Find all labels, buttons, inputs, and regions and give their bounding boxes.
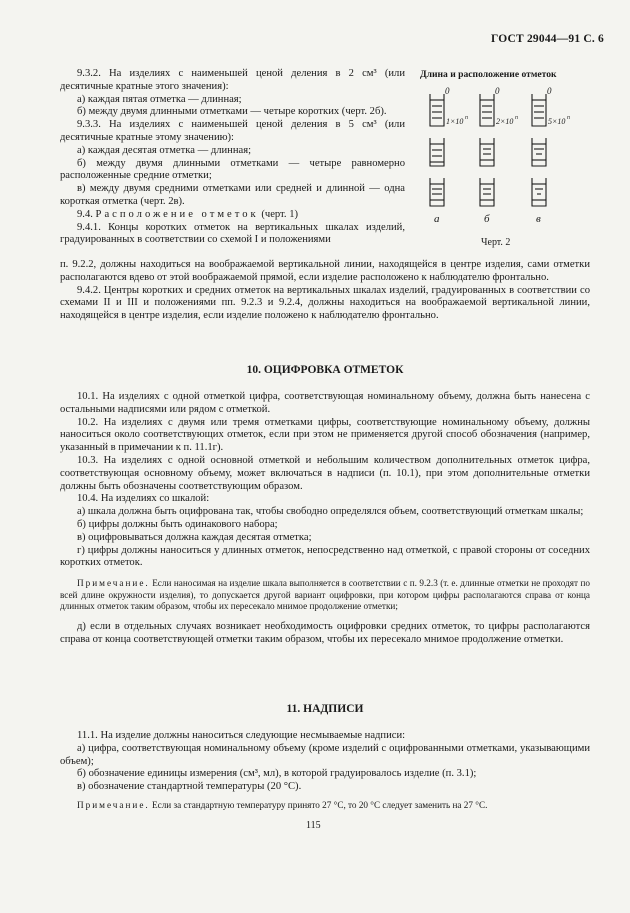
cylinder-row-2 (430, 138, 546, 166)
note-2 (60, 800, 590, 812)
page-number: 115 (306, 820, 321, 831)
section-11 (60, 703, 590, 716)
exponent-1: n (465, 115, 468, 121)
section-11-body (60, 730, 590, 812)
para-9-4-2: 9.4.2. Центры коротких и средних отметок на вертикальных шкалах изделий, градуированных в соответствии со схемами II и III и положениями пп. 9.2.3 и 9.2.4, должны находиться на воображаемой вертикальной линии, находящейся в центре изделия, если изделие положено к наблюдателю фронтально. (60, 284, 590, 322)
para-9-4-1-cont: п. 9.2.2, должны находиться на воображаемой вертикальной линии, находящейся в центре изделия, сами отметки располагаются вдево от этой воображаемой прямой, если изделие расположено к наблюдателю фронтально. (60, 259, 590, 283)
section-10 (60, 364, 590, 377)
para-11-1-c: в) обозначение стандартной температуры (20 °С). (77, 781, 302, 793)
para-9-3-3-a: а) каждая десятая отметка — длинная; (77, 144, 252, 156)
cylinder-1a (430, 94, 444, 126)
para-10-4-e: д) если в отдельных случаях возникает необходимость оцифровки средних отметок, то цифры располагаются справа от конца соответствующей отметки таким образом, чтобы их пересекало мнимое продолжение отметки. (60, 620, 590, 645)
figure-label-c: в (536, 213, 541, 225)
para-9-4-1-start: 9.4.1. Концы коротких отметок на вертикальных шкалах изделий, градуированных в соответствии со схемой I и положениями (60, 221, 405, 246)
figure-label-a: а (434, 213, 440, 225)
cylinder-row-3 (430, 178, 546, 206)
para-10-4-b: б) цифры должны быть одинакового набора; (77, 518, 278, 530)
para-9-3-2-a: а) каждая пятая отметка — длинная; (77, 93, 242, 105)
note-1-label: Примечание. (77, 578, 150, 589)
para-9-3-2-b: б) между двумя длинными отметками — четыре коротких (черт. 2б). (77, 106, 387, 118)
section-11-title: 11. НАДПИСИ (286, 703, 364, 715)
para-10-3: 10.3. На изделиях с одной основной отметкой и небольшим количеством дополнительных отметок цифра, соответствующая основному объему, может включаться в надписи (п. 10.1), при этом дополнительные отметки должны быть обозначены соответствующим образом. (60, 454, 590, 492)
para-10-2: 10.2. На изделиях с двумя или тремя отметками цифры, соответствующие номинальному объему, должны наноситься около соответствующих отметок, если при этом не применяется другой способ обозначения (например, указанный в примечании к п. 11.1г). (60, 416, 590, 454)
zero-label-c: 0 (547, 86, 552, 96)
para-9-4 (60, 209, 405, 222)
cylinder-1b (480, 94, 494, 126)
para-9-3-2: 9.3.2. На изделиях с наименьшей ценой деления в 2 см³ (или десятичные кратные этого значения): (60, 68, 405, 92)
zero-label-b: 0 (495, 86, 500, 96)
zero-label-a: 0 (445, 86, 450, 96)
para-9-4-ref: (черт. 1) (261, 208, 299, 220)
note-2-label: Примечание. (77, 799, 150, 810)
page-header: ГОСТ 29044—91 С. 6 (491, 33, 604, 45)
left-column (60, 68, 405, 247)
para-10-4: 10.4. На изделиях со шкалой: (77, 493, 210, 505)
figure-scale-marks (420, 86, 570, 226)
figure-title: Длина и расположение отметок (420, 69, 557, 80)
para-9-3-3: 9.3.3. На изделиях с наименьшей ценой деления в 5 см³ (или десятичные кратные этому значению): (60, 119, 405, 143)
main-body-top (60, 259, 590, 323)
para-10-4-a: а) шкала должна быть оцифрована так, чтобы свободно определялся объем, соответствующий отметкам шкалы; (77, 506, 584, 518)
para-10-4-d: г) цифры должны наноситься у длинных отметок, непосредственно над отметкой, с правой стороны от соседних коротких отметок. (60, 544, 590, 569)
para-11-1-a: а) цифра, соответствующая номинальному объему (кроме изделий с оцифрованными отметками, указывающими объем); (60, 742, 590, 767)
note-1-text: Если наносимая на изделие шкала выполняется в соответствии с п. 9.2.3 (т. е. длинные отметки не проходят по всей длине окружности изделия), то допускается другой вариант оцифровки, при котором цифры располагаются справа от конца длинных отметок таким образом, чтобы их пересекало мнимое продолжение отметки; (60, 578, 590, 612)
para-11-1: 11.1. На изделие должны наноситься следующие несмываемые надписи: (77, 730, 406, 741)
para-11-1-b: б) обозначение единицы измерения (см³, мл), в которой градуировалось изделие (п. 3.1); (77, 768, 477, 780)
para-9-3-3-c: в) между двумя средними отметками или средней и длинной — одна короткая отметка (черт. 2в). (60, 183, 405, 207)
figure-label-b: б (484, 213, 490, 225)
cylinder-1c (532, 94, 546, 126)
note-2-text: Если за стандартную температуру принято 27 °С, то 20 °С следует заменить на 27 °С. (152, 799, 488, 810)
multiplier-2: 2×10 (496, 117, 514, 126)
figure-caption: Черт. 2 (481, 237, 511, 248)
para-9-3-3-b: б) между двумя длинными отметками — четыре равномерно расположенные средние отметки; (60, 157, 405, 182)
section-10-body (60, 391, 590, 647)
multiplier-1: 1×10 (446, 117, 464, 126)
multiplier-3: 5×10 (548, 117, 566, 126)
exponent-2: n (515, 115, 518, 121)
para-9-4-number: 9.4. (77, 208, 93, 220)
section-10-title: 10. ОЦИФРОВКА ОТМЕТОК (246, 364, 404, 376)
para-10-1: 10.1. На изделиях с одной отметкой цифра, соответствующая номинальному объему, должна быть нанесена с остальными надписями или рядом с отметкой. (60, 391, 590, 415)
para-10-4-c: в) оцифровываться должна каждая десятая отметка; (77, 531, 312, 543)
para-9-4-heading: Расположение отметок (95, 208, 259, 220)
exponent-3: n (567, 115, 570, 121)
note-1 (60, 578, 590, 613)
